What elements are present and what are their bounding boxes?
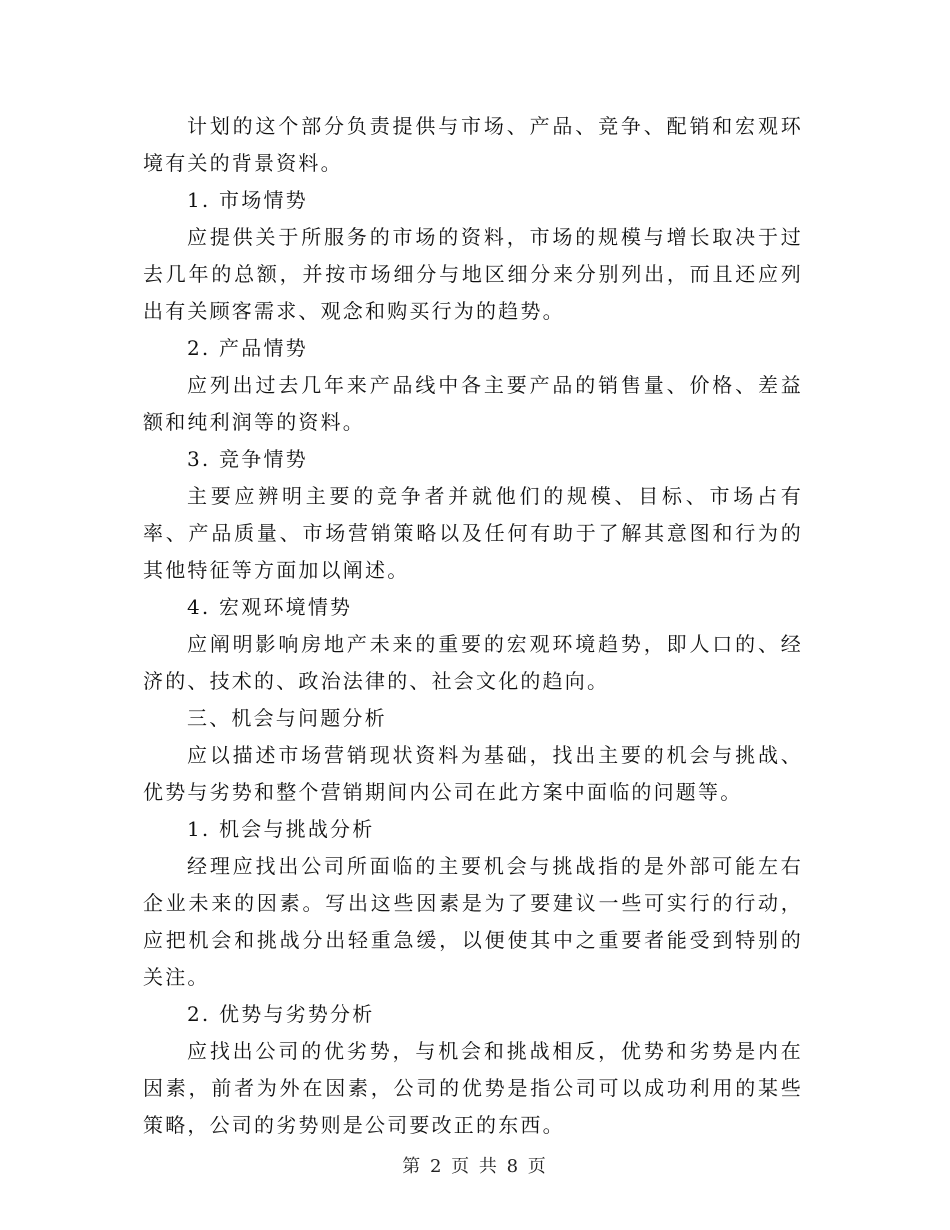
paragraph-macro-environment: 应阐明影响房地产未来的重要的宏观环境趋势，即人口的、经济的、技术的、政治法律的、社会文化的趋向。 — [143, 632, 803, 693]
heading-opportunity-problem-analysis: 三、机会与问题分析 — [187, 706, 387, 730]
paragraph-strength-weakness: 应找出公司的优劣势，与机会和挑战相反，优势和劣势是内在因素，前者为外在因素，公司的优势是指公司可以成功利用的某些策略，公司的劣势则是公司要改正的东西。 — [143, 1039, 803, 1137]
document-body — [143, 108, 803, 1144]
paragraph-intro: 计划的这个部分负责提供与市场、产品、竞争、配销和宏观环境有关的背景资料。 — [143, 114, 803, 175]
paragraph-competition-situation: 主要应辨明主要的竞争者并就他们的规模、目标、市场占有率、产品质量、市场营销策略以及任何有助于了解其意图和行为的其他特征等方面加以阐述。 — [143, 484, 803, 582]
heading-opportunity-challenge: 1. 机会与挑战分析 — [187, 817, 375, 841]
paragraph-market-situation: 应提供关于所服务的市场的资料，市场的规模与增长取决于过去几年的总额，并按市场细分与地区细分来分别列出，而且还应列出有关顾客需求、观念和购买行为的趋势。 — [143, 225, 803, 323]
paragraph-product-situation: 应列出过去几年来产品线中各主要产品的销售量、价格、差益额和纯利润等的资料。 — [143, 373, 803, 434]
heading-macro-environment: 4. 宏观环境情势 — [187, 595, 353, 619]
paragraph-opportunity-problem-analysis: 应以描述市场营销现状资料为基础，找出主要的机会与挑战、优势与劣势和整个营销期间内公司在此方案中面临的问题等。 — [143, 743, 803, 804]
heading-strength-weakness: 2. 优势与劣势分析 — [187, 1002, 375, 1026]
page-number-footer: 第 2 页 共 8 页 — [402, 1156, 548, 1177]
heading-competition-situation: 3. 竞争情势 — [187, 447, 308, 471]
heading-market-situation: 1. 市场情势 — [187, 188, 308, 212]
paragraph-opportunity-challenge: 经理应找出公司所面临的主要机会与挑战指的是外部可能左右企业未来的因素。写出这些因素是为了要建议一些可实行的行动，应把机会和挑战分出轻重急缓，以便使其中之重要者能受到特别的关注。 — [143, 854, 803, 989]
heading-product-situation: 2. 产品情势 — [187, 336, 308, 360]
